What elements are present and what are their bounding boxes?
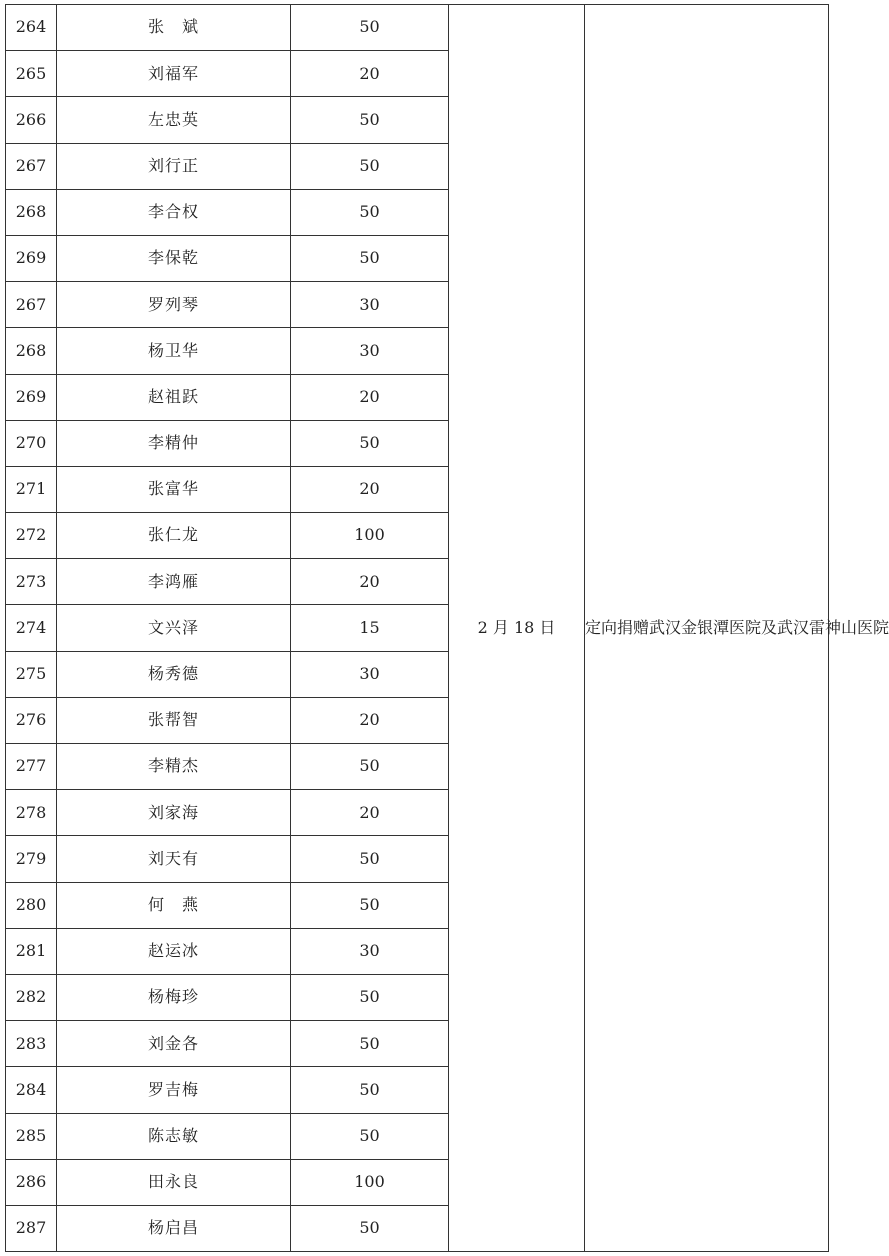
row-number-cell: 286 bbox=[6, 1159, 57, 1205]
row-number-cell: 264 bbox=[6, 5, 57, 51]
amount-cell: 50 bbox=[291, 420, 449, 466]
row-number-cell: 279 bbox=[6, 836, 57, 882]
row-number-cell: 265 bbox=[6, 51, 57, 97]
donor-name-cell: 何 燕 bbox=[57, 882, 291, 928]
amount-cell: 30 bbox=[291, 328, 449, 374]
row-number-cell: 285 bbox=[6, 1113, 57, 1159]
row-number-cell: 268 bbox=[6, 328, 57, 374]
row-number-cell: 272 bbox=[6, 513, 57, 559]
row-number-cell: 283 bbox=[6, 1021, 57, 1067]
amount-cell: 50 bbox=[291, 1067, 449, 1113]
amount-cell: 20 bbox=[291, 559, 449, 605]
donor-name-cell: 罗吉梅 bbox=[57, 1067, 291, 1113]
amount-cell: 50 bbox=[291, 836, 449, 882]
row-number-cell: 282 bbox=[6, 974, 57, 1020]
row-number-cell: 267 bbox=[6, 143, 57, 189]
table-row bbox=[6, 5, 829, 51]
donor-name-cell: 李保乾 bbox=[57, 235, 291, 281]
donation-date-cell: 2 月 18 日 bbox=[449, 5, 585, 1252]
amount-cell: 50 bbox=[291, 744, 449, 790]
donor-name-cell: 李精仲 bbox=[57, 420, 291, 466]
row-number-cell: 273 bbox=[6, 559, 57, 605]
amount-cell: 50 bbox=[291, 1113, 449, 1159]
row-number-cell: 267 bbox=[6, 282, 57, 328]
amount-cell: 20 bbox=[291, 374, 449, 420]
donor-name-cell: 张帮智 bbox=[57, 697, 291, 743]
row-number-cell: 280 bbox=[6, 882, 57, 928]
amount-cell: 30 bbox=[291, 651, 449, 697]
donor-name-cell: 左忠英 bbox=[57, 97, 291, 143]
amount-cell: 20 bbox=[291, 51, 449, 97]
amount-cell: 50 bbox=[291, 189, 449, 235]
row-number-cell: 277 bbox=[6, 744, 57, 790]
donor-name-cell: 刘天有 bbox=[57, 836, 291, 882]
amount-cell: 20 bbox=[291, 697, 449, 743]
donor-name-cell: 杨卫华 bbox=[57, 328, 291, 374]
donor-name-cell: 张 斌 bbox=[57, 5, 291, 51]
donor-name-cell: 杨启昌 bbox=[57, 1205, 291, 1251]
amount-cell: 50 bbox=[291, 235, 449, 281]
table-body bbox=[6, 5, 889, 1252]
amount-cell: 20 bbox=[291, 466, 449, 512]
amount-cell: 30 bbox=[291, 928, 449, 974]
amount-cell: 50 bbox=[291, 143, 449, 189]
donor-name-cell: 陈志敏 bbox=[57, 1113, 291, 1159]
donor-name-cell: 赵运冰 bbox=[57, 928, 291, 974]
donor-name-cell: 张仁龙 bbox=[57, 513, 291, 559]
donor-name-cell: 赵祖跃 bbox=[57, 374, 291, 420]
row-number-cell: 269 bbox=[6, 374, 57, 420]
row-number-cell: 266 bbox=[6, 97, 57, 143]
donor-name-cell: 文兴泽 bbox=[57, 605, 291, 651]
donor-name-cell: 李精杰 bbox=[57, 744, 291, 790]
amount-cell: 50 bbox=[291, 97, 449, 143]
donor-name-cell: 李合权 bbox=[57, 189, 291, 235]
amount-cell: 50 bbox=[291, 974, 449, 1020]
donor-name-cell: 田永良 bbox=[57, 1159, 291, 1205]
amount-cell: 50 bbox=[291, 882, 449, 928]
donor-name-cell: 罗列琴 bbox=[57, 282, 291, 328]
row-number-cell: 281 bbox=[6, 928, 57, 974]
donor-name-cell: 张富华 bbox=[57, 466, 291, 512]
row-number-cell: 276 bbox=[6, 697, 57, 743]
amount-cell: 50 bbox=[291, 5, 449, 51]
donor-name-cell: 李鸿雁 bbox=[57, 559, 291, 605]
row-number-cell: 284 bbox=[6, 1067, 57, 1113]
donor-name-cell: 刘家海 bbox=[57, 790, 291, 836]
row-number-cell: 274 bbox=[6, 605, 57, 651]
amount-cell: 50 bbox=[291, 1021, 449, 1067]
row-number-cell: 268 bbox=[6, 189, 57, 235]
row-number-cell: 271 bbox=[6, 466, 57, 512]
amount-cell: 50 bbox=[291, 1205, 449, 1251]
donation-table bbox=[5, 4, 889, 1252]
amount-cell: 100 bbox=[291, 513, 449, 559]
row-number-cell: 287 bbox=[6, 1205, 57, 1251]
row-number-cell: 269 bbox=[6, 235, 57, 281]
donor-name-cell: 杨秀德 bbox=[57, 651, 291, 697]
donation-purpose-cell: 定向捐赠武汉金银潭医院及武汉雷神山医院 bbox=[585, 5, 829, 1252]
donor-name-cell: 杨梅珍 bbox=[57, 974, 291, 1020]
row-number-cell: 275 bbox=[6, 651, 57, 697]
donor-name-cell: 刘福军 bbox=[57, 51, 291, 97]
amount-cell: 100 bbox=[291, 1159, 449, 1205]
amount-cell: 15 bbox=[291, 605, 449, 651]
donor-name-cell: 刘金各 bbox=[57, 1021, 291, 1067]
donor-name-cell: 刘行正 bbox=[57, 143, 291, 189]
row-number-cell: 278 bbox=[6, 790, 57, 836]
amount-cell: 30 bbox=[291, 282, 449, 328]
amount-cell: 20 bbox=[291, 790, 449, 836]
row-number-cell: 270 bbox=[6, 420, 57, 466]
